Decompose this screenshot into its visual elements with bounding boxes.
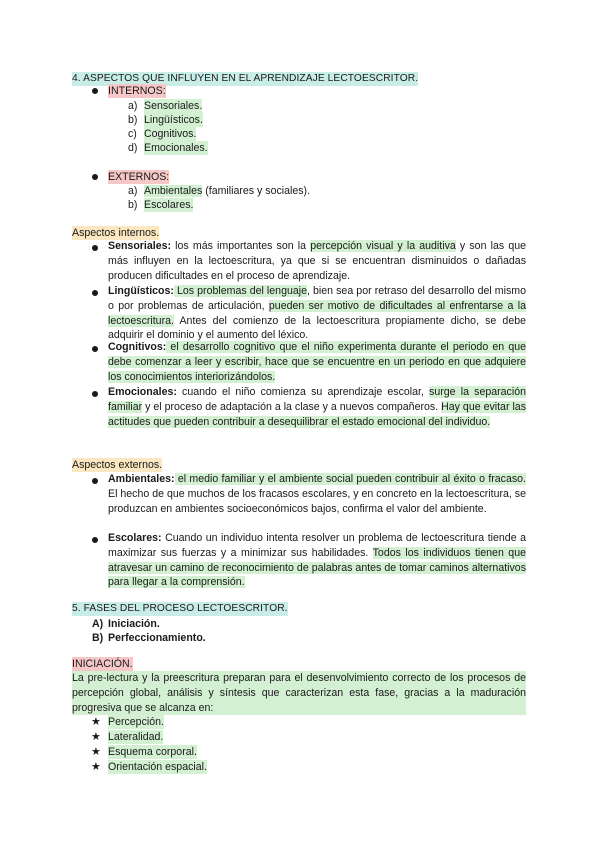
list-item: Cognitivos.: [144, 128, 197, 140]
paragraph-emocionales: Emocionales: cuando el niño comienza su aprendizaje escolar, surge la separación familiar y el proceso de adaptación a la clase y a nuevos compañeros. Hay que evitar las actitudes que pueden contribuir a desequilibrar el estado emocional del individuo.: [108, 386, 526, 428]
list-item: Lateralidad.: [108, 731, 164, 743]
iniciacion-title: INICIACIÓN.: [72, 658, 133, 670]
internos-label: INTERNOS:: [108, 85, 166, 97]
bullet-dot: [92, 245, 98, 251]
paragraph-escolares: Escolares: Cuando un individuo intenta resolver un problema de lectoescritura tiende a maximizar sus fuerzas y a minimizar sus habilidades. Todos los individuos tienen que atravesar un camino de reconocimiento de palabras antes de tomar caminos alternativos para llegar a la comprensión.: [108, 532, 526, 589]
list-item: Escolares.: [144, 199, 194, 211]
aspectos-externos-title: Aspectos externos.: [72, 459, 163, 471]
phase-item: Perfeccionamiento.: [108, 632, 206, 644]
list-item: Sensoriales.: [144, 100, 203, 112]
section-4-heading: 4. ASPECTOS QUE INFLUYEN EN EL APRENDIZAJE LECTOESCRITOR.: [72, 73, 419, 84]
list-letter: d): [128, 142, 138, 154]
list-item: Ambientales (familiares y sociales).: [144, 185, 311, 197]
list-letter: a): [128, 185, 138, 197]
bullet-dot: [92, 391, 98, 397]
bullet-dot: [92, 290, 98, 296]
phase-letter: A): [92, 618, 104, 630]
phase-item: Iniciación.: [108, 618, 160, 630]
bullet-dot: [92, 478, 98, 484]
list-letter: a): [128, 100, 138, 112]
paragraph-linguisticos: Lingüísticos: Los problemas del lenguaje, bien sea por retraso del desarrollo del mismo o por problemas de articulación, pueden ser motivo de dificultades al enfrentarse a la lectoescritura. Antes del comienzo de la lectoescritura propiamente dicho, se debe adquirir el dominio y el aumento del léxico.: [108, 285, 526, 342]
iniciacion-paragraph: La pre-lectura y la preescritura preparan para el desenvolvimiento correcto de los procesos de percepción global, análisis y síntesis que caracterizan esta fase, gracias a la maduración progresiva que se alcanza en:: [72, 672, 526, 714]
bullet-dot: [92, 537, 98, 543]
bullet-dot: [92, 346, 98, 352]
aspectos-internos-title: Aspectos internos.: [72, 227, 160, 239]
paragraph-ambientales: Ambientales: el medio familiar y el ambiente social pueden contribuir al éxito o fracaso. El hecho de que muchos de los fracasos escolares, y en concreto en la lectoescritura, se produzcan en ambientes socioeconómicos bajos, confirma el valor del ambiente.: [108, 473, 526, 515]
bullet-dot: [92, 174, 98, 180]
star-icon: ★: [91, 746, 101, 758]
list-letter: c): [128, 128, 137, 140]
list-item: Emocionales.: [144, 142, 208, 154]
list-item: Esquema corporal.: [108, 746, 197, 758]
list-letter: b): [128, 199, 138, 211]
externos-label: EXTERNOS:: [108, 171, 170, 183]
section-5-heading: 5. FASES DEL PROCESO LECTOESCRITOR.: [72, 603, 288, 614]
paragraph-cognitivos: Cognitivos: el desarrollo cognitivo que el niño experimenta durante el periodo en que debe comenzar a leer y escribir, hace que se encuentre en un periodo en que adquiere los conocimientos interiorizándolos.: [108, 341, 526, 383]
list-item: Percepción.: [108, 716, 164, 728]
star-icon: ★: [91, 761, 101, 773]
bullet-dot: [92, 88, 98, 94]
list-item: Lingüísticos.: [144, 114, 203, 126]
star-icon: ★: [91, 716, 101, 728]
list-item: Orientación espacial.: [108, 761, 207, 773]
list-letter: b): [128, 114, 138, 126]
paragraph-sensoriales: Sensoriales: los más importantes son la percepción visual y la auditiva y son las que más influyen en la lectoescritura, ya que si se encuentran disminuidos o dañadas producen dificultades en el proceso de aprendizaje.: [108, 240, 526, 282]
star-icon: ★: [91, 731, 101, 743]
phase-letter: B): [92, 632, 104, 644]
